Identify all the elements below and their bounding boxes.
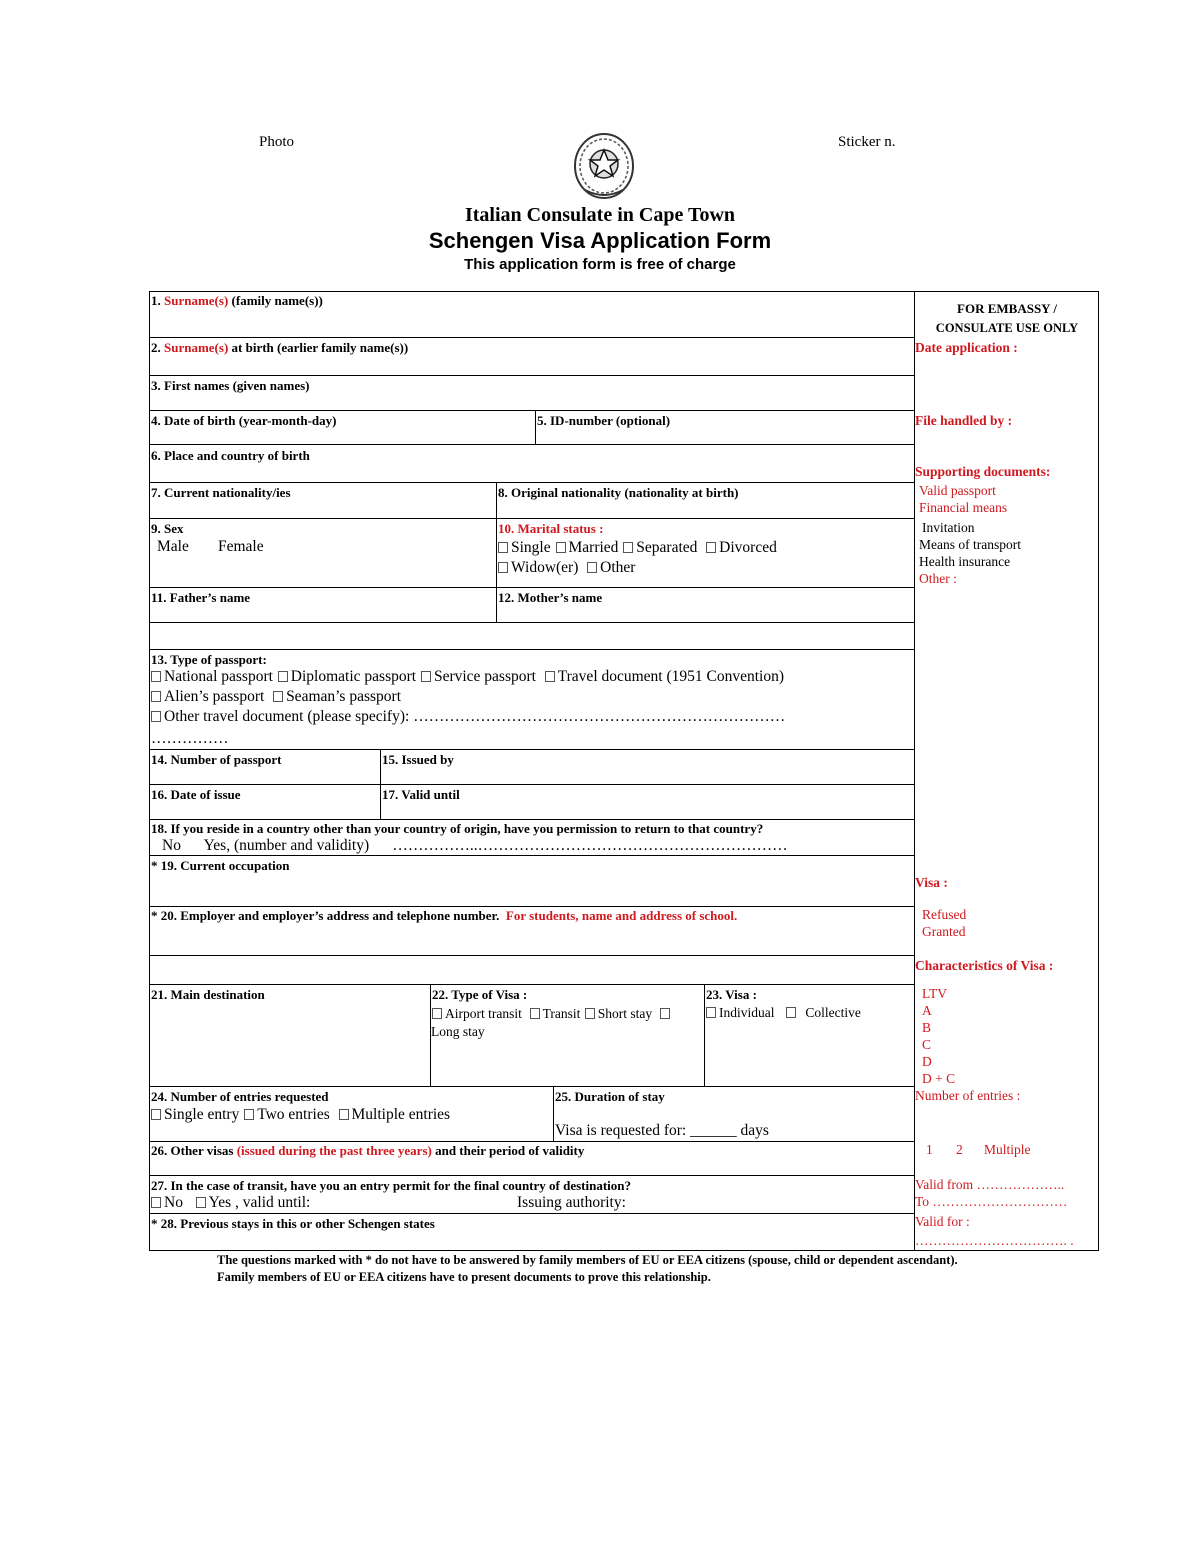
- other-travel-document-dots[interactable]: ………………………………………………………………: [413, 708, 786, 725]
- checkbox-icon: [660, 1008, 670, 1019]
- field-19-label: * 19. Current occupation: [151, 858, 290, 873]
- passport-type-row-3: [150, 708, 785, 726]
- embassy-heading-2: CONSULATE USE ONLY: [935, 321, 1079, 335]
- place-of-birth-input[interactable]: [150, 463, 914, 481]
- collective-option[interactable]: Collective: [785, 1005, 861, 1020]
- entries-options: [150, 1106, 450, 1124]
- field-22-label: 22. Type of Visa :: [432, 987, 528, 1002]
- checkbox-icon: [498, 562, 508, 573]
- permission-yes-option[interactable]: Yes, (number and validity): [203, 837, 370, 854]
- checkbox-icon: [706, 1007, 716, 1018]
- married-option[interactable]: Married: [555, 539, 619, 556]
- invitation-item[interactable]: Invitation: [922, 520, 975, 535]
- checkbox-icon: [339, 1109, 349, 1120]
- multiple-entries-option[interactable]: Multiple entries: [338, 1106, 451, 1123]
- entry-permit-no-option[interactable]: No: [150, 1194, 183, 1211]
- national-passport-option[interactable]: National passport: [150, 668, 273, 685]
- valid-passport-item[interactable]: Valid passport: [919, 483, 996, 498]
- field-26-label: 26. Other visas (issued during the past three years) and their period of validity: [151, 1143, 585, 1158]
- current-occupation-input[interactable]: [150, 874, 914, 905]
- field-18-label: 18. If you reside in a country other than your country of origin, have you permission to return to that country?: [151, 821, 764, 836]
- visa-type-options: [431, 1005, 673, 1041]
- single-option[interactable]: Single: [497, 539, 551, 556]
- field-28-label: * 28. Previous stays in this or other Schengen states: [151, 1216, 435, 1231]
- refused-item[interactable]: Refused: [922, 907, 967, 922]
- original-nationality-input[interactable]: [497, 500, 914, 517]
- financial-means-item[interactable]: Financial means: [919, 500, 1008, 515]
- embassy-heading-1: FOR EMBASSY /: [957, 301, 1057, 316]
- date-of-issue-input[interactable]: [150, 802, 379, 818]
- field-7-label: 7. Current nationality/ies: [151, 485, 291, 500]
- field-16-label: 16. Date of issue: [151, 787, 241, 802]
- field-23-label: 23. Visa :: [706, 987, 757, 1002]
- checkbox-icon: [585, 1008, 595, 1019]
- aliens-passport-option[interactable]: Alien’s passport: [150, 688, 264, 705]
- residence-permission-row: [162, 837, 788, 855]
- service-passport-option[interactable]: Service passport: [420, 668, 536, 685]
- other-travel-document-option[interactable]: Other travel document (please specify):: [150, 708, 409, 725]
- field-9-label: 9. Sex: [151, 521, 184, 536]
- checkbox-icon: [244, 1109, 254, 1120]
- widow-option[interactable]: Widow(er): [497, 559, 578, 576]
- checkbox-icon: [151, 1197, 161, 1208]
- entries-multiple-item[interactable]: Multiple: [984, 1142, 1031, 1157]
- date-of-birth-input[interactable]: [150, 428, 534, 443]
- passport-number-input[interactable]: [150, 767, 379, 783]
- health-insurance-item[interactable]: Health insurance: [919, 554, 1011, 569]
- supporting-documents-label: Supporting documents:: [915, 464, 1051, 479]
- file-handled-label: File handled by :: [915, 413, 1013, 428]
- sex-female-option[interactable]: Female: [218, 538, 264, 555]
- travel-document-option[interactable]: Travel document (1951 Convention): [544, 668, 784, 685]
- field-5-label: 5. ID-number (optional): [537, 413, 671, 428]
- checkbox-icon: [151, 691, 161, 702]
- long-stay-option[interactable]: Long stay: [431, 1024, 485, 1039]
- footnote: The questions marked with * do not have to be answered by family members of EU or EEA citizens (spouse, child or dependent ascendant). Family members of EU or EEA citizens have to present documents to prove this relationship.: [217, 1253, 958, 1284]
- checkbox-icon: [432, 1008, 442, 1019]
- checkbox-icon: [706, 542, 716, 553]
- permission-no-option[interactable]: No: [162, 837, 181, 854]
- category-b-item[interactable]: B: [922, 1020, 932, 1035]
- first-names-input[interactable]: [150, 393, 914, 409]
- passport-type-row-1: [150, 668, 784, 686]
- number-of-entries-label: Number of entries :: [915, 1088, 1021, 1103]
- means-of-transport-item[interactable]: Means of transport: [919, 537, 1021, 552]
- checkbox-icon: [196, 1197, 206, 1208]
- checkbox-icon: [556, 542, 566, 553]
- field-21-label: 21. Main destination: [151, 987, 265, 1002]
- field-3-label: 3. First names (given names): [151, 378, 310, 393]
- single-entry-option[interactable]: Single entry: [150, 1106, 239, 1123]
- photo-label: Photo: [259, 134, 295, 150]
- field-24-label: 24. Number of entries requested: [151, 1089, 329, 1104]
- checkbox-icon: [278, 671, 288, 682]
- two-entries-option[interactable]: Two entries: [243, 1106, 330, 1123]
- transit-option[interactable]: Transit: [529, 1006, 581, 1021]
- category-d-item[interactable]: D: [922, 1054, 932, 1069]
- issuing-authority-label[interactable]: Issuing authority:: [517, 1194, 626, 1211]
- italian-emblem-icon: [571, 130, 637, 202]
- diplomatic-passport-option[interactable]: Diplomatic passport: [277, 668, 416, 685]
- fathers-name-input[interactable]: [150, 605, 495, 621]
- main-destination-input[interactable]: [150, 1003, 429, 1085]
- current-nationality-input[interactable]: [150, 500, 495, 517]
- marital-status-row-2: [497, 559, 635, 577]
- entry-permit-row: [150, 1194, 310, 1212]
- mothers-name-input[interactable]: [497, 605, 914, 621]
- short-stay-option[interactable]: Short stay: [584, 1006, 652, 1021]
- free-of-charge-note: This application form is free of charge: [464, 256, 736, 273]
- field-6-label: 6. Place and country of birth: [151, 448, 310, 463]
- form-title: Schengen Visa Application Form: [428, 228, 772, 253]
- field-8-label: 8. Original nationality (nationality at birth): [498, 485, 739, 500]
- passport-type-row-2: [150, 688, 401, 706]
- entry-permit-yes-option[interactable]: Yes , valid until:: [195, 1194, 311, 1211]
- field-25-label: 25. Duration of stay: [555, 1089, 665, 1104]
- permission-details-dots[interactable]: ……………..……………………………………………………: [392, 837, 788, 854]
- checkbox-icon: [151, 711, 161, 722]
- entries-2-item[interactable]: 2: [956, 1142, 963, 1157]
- marital-status-row-1: [497, 539, 777, 557]
- divorced-option[interactable]: Divorced: [705, 539, 777, 556]
- field-2-label: 2. Surname(s) at birth (earlier family name(s)): [151, 340, 409, 355]
- checkbox-icon: [273, 691, 283, 702]
- id-number-input[interactable]: [536, 428, 914, 443]
- sticker-label: Sticker n.: [838, 134, 896, 150]
- characteristics-label: Characteristics of Visa :: [915, 958, 1054, 973]
- checkbox-icon: [498, 542, 508, 553]
- visa-kind-options: [705, 1005, 861, 1021]
- valid-for-dots[interactable]: ……………………………. .: [915, 1233, 1074, 1248]
- field-14-label: 14. Number of passport: [151, 752, 282, 767]
- field-17-label: 17. Valid until: [382, 787, 460, 802]
- valid-for-label: Valid for :: [915, 1214, 970, 1229]
- valid-to-field[interactable]: To …………………………: [915, 1194, 1068, 1209]
- field-12-label: 12. Mother’s name: [498, 590, 603, 605]
- airport-transit-option[interactable]: Airport transit: [431, 1006, 522, 1021]
- date-application-label: Date application :: [915, 340, 1018, 355]
- granted-item[interactable]: Granted: [922, 924, 966, 939]
- surname-input[interactable]: [150, 310, 914, 336]
- field-11-label: 11. Father’s name: [151, 590, 251, 605]
- other-documents-item[interactable]: Other :: [919, 571, 957, 586]
- ltv-item[interactable]: LTV: [922, 986, 948, 1001]
- valid-until-input[interactable]: [381, 802, 914, 818]
- checkbox-icon: [421, 671, 431, 682]
- category-dc-item[interactable]: D + C: [922, 1071, 956, 1086]
- checkbox-icon: [151, 671, 161, 682]
- duration-request[interactable]: Visa is requested for: ______ days: [555, 1122, 769, 1139]
- separated-option[interactable]: Separated: [622, 539, 697, 556]
- issued-by-input[interactable]: [381, 767, 914, 783]
- other-travel-document-dots-2[interactable]: ……………: [151, 730, 229, 747]
- surname-at-birth-input[interactable]: [150, 356, 914, 374]
- field-1-label: 1. Surname(s) (family name(s)): [151, 293, 323, 308]
- field-4-label: 4. Date of birth (year-month-day): [151, 413, 337, 428]
- other-visas-input[interactable]: [150, 1159, 914, 1174]
- category-a-item[interactable]: A: [922, 1003, 932, 1018]
- seamans-passport-option[interactable]: Seaman’s passport: [272, 688, 401, 705]
- entries-1-item[interactable]: 1: [926, 1142, 933, 1157]
- other-option[interactable]: Other: [586, 559, 635, 576]
- checkbox-icon: [786, 1007, 796, 1018]
- valid-from-field[interactable]: Valid from ………………..: [915, 1177, 1065, 1192]
- field-20-label: * 20. Employer and employer’s address and telephone number. For students, name and address of school.: [151, 908, 738, 923]
- field-15-label: 15. Issued by: [382, 752, 454, 767]
- field-27-label: 27. In the case of transit, have you an entry permit for the final country of destination?: [151, 1178, 632, 1193]
- checkbox-icon: [623, 542, 633, 553]
- checkbox-icon: [530, 1008, 540, 1019]
- consulate-title: Italian Consulate in Cape Town: [464, 204, 736, 226]
- individual-option[interactable]: Individual: [705, 1005, 775, 1020]
- checkbox-icon: [545, 671, 555, 682]
- checkbox-icon: [587, 562, 597, 573]
- previous-stays-input[interactable]: [150, 1231, 914, 1250]
- visa-label: Visa :: [915, 875, 948, 890]
- field-13-label: 13. Type of passport:: [151, 652, 267, 667]
- category-c-item[interactable]: C: [922, 1037, 932, 1052]
- sex-male-option[interactable]: Male: [157, 538, 189, 555]
- employer-input[interactable]: [150, 924, 914, 954]
- checkbox-icon: [151, 1109, 161, 1120]
- field-10-label: 10. Marital status :: [498, 521, 604, 536]
